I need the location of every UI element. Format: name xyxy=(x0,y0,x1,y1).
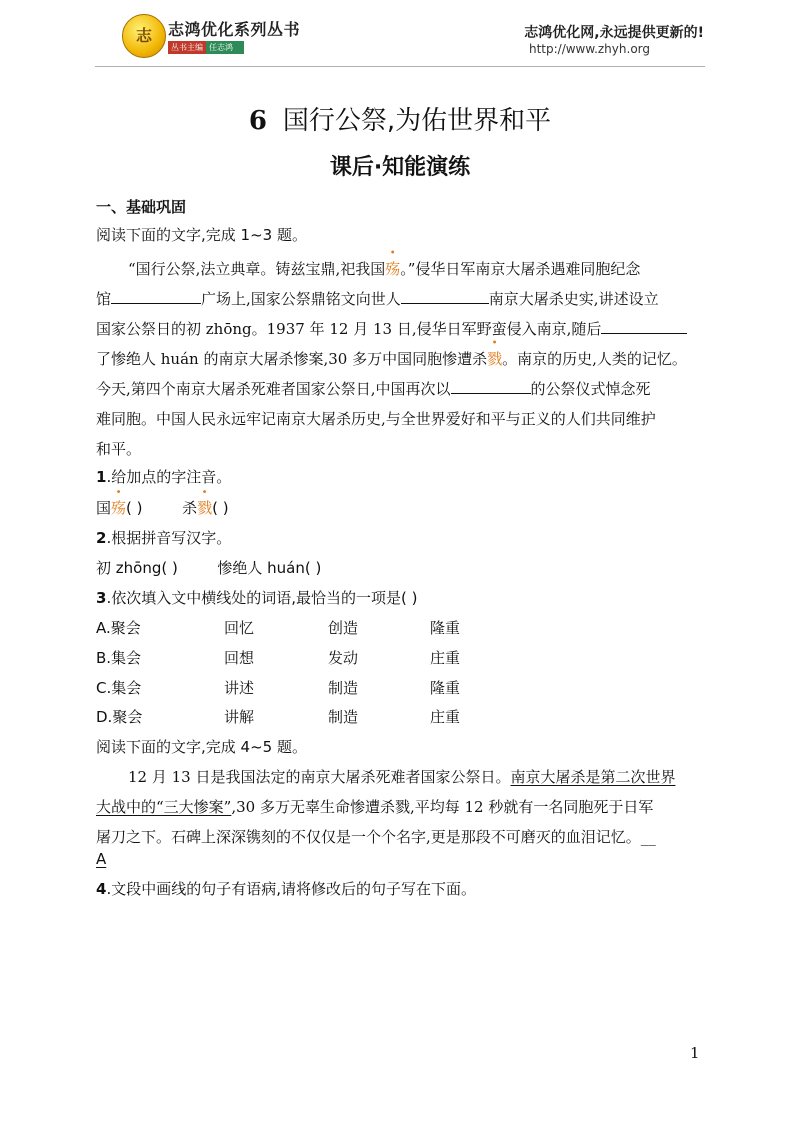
reading-intro: 阅读下面的文字,完成 1~3 题。 xyxy=(96,226,307,244)
passage-line: 屠刀之下。石碑上深深镌刻的不仅仅是一个个名字,更是那段不可磨灭的血泪记忆。__ xyxy=(96,828,656,846)
fill-blank[interactable] xyxy=(451,379,531,394)
lesson-title-text: 国行公祭,为佑世界和平 xyxy=(282,106,552,136)
passage-line: 馆 广场上,国家公祭鼎铭文向世人 南京大屠杀史实,讲述设立 xyxy=(96,290,659,308)
passage-line: 大战中的“三大惨案”,30 多万无辜生命惨遭杀戮,平均每 12 秒就有一名同胞死于日军 xyxy=(96,798,654,816)
fill-blank[interactable] xyxy=(401,289,489,304)
reading-intro: 阅读下面的文字,完成 4~5 题。 xyxy=(96,738,307,756)
site-slogan: 志鸿优化网,永远提供更新的! xyxy=(524,25,704,41)
passage-line: 12 月 13 日是我国法定的南京大屠杀死难者国家公祭日。南京大屠杀是第二次世界 xyxy=(128,768,676,786)
question-1-answers: 国殇( ) 杀戮( ) xyxy=(96,499,229,517)
series-logo: 志 xyxy=(122,14,166,58)
editor-name-badge: 任志鸿 xyxy=(206,41,244,54)
dotted-char: 殇 xyxy=(385,260,401,278)
answer-slot[interactable]: ( ) xyxy=(212,499,229,517)
page-header xyxy=(0,0,800,70)
header-divider xyxy=(95,66,705,67)
answer-slot[interactable]: 初 zhōng( ) xyxy=(96,559,178,577)
dotted-char: 戮 xyxy=(197,499,213,517)
passage-marker: A xyxy=(96,850,107,868)
passage-line: 难同胞。中国人民永远牢记南京大屠杀历史,与全世界爱好和平与正义的人们共同维护 xyxy=(96,410,656,428)
passage-line: “国行公祭,法立典章。铸兹宝鼎,祀我国殇。”侵华日军南京大屠杀遇难同胞纪念 xyxy=(128,260,641,278)
fill-blank[interactable] xyxy=(111,289,201,304)
question-2: 2.根据拼音写汉字。 xyxy=(96,529,232,547)
passage-line: 国家公祭日的初 zhōng。1937 年 12 月 13 日,侵华日军野蛮侵入南京,随后 xyxy=(96,318,687,339)
answer-area[interactable] xyxy=(96,905,706,1025)
fill-blank[interactable] xyxy=(601,319,687,334)
question-4: 4.文段中画线的句子有语病,请将修改后的句子写在下面。 xyxy=(96,880,476,898)
series-title: 志鸿优化系列丛书 xyxy=(168,20,301,39)
page-number: 1 xyxy=(690,1044,700,1062)
section-heading: 一、基础巩固 xyxy=(96,198,187,216)
editor-label-badge: 丛书主编 xyxy=(168,41,209,54)
question-2-answers xyxy=(96,557,321,578)
lesson-number: 6 xyxy=(248,106,267,136)
passage-line: 了惨绝人 huán 的南京大屠杀惨案,30 多万中国同胞惨遭杀戮。南京的历史,人类的记忆。 xyxy=(96,350,687,368)
underlined-sentence: 南京大屠杀是第二次世界 xyxy=(510,768,676,786)
dotted-char: 戮 xyxy=(487,350,503,368)
answer-slot[interactable]: ( ) xyxy=(126,499,143,517)
underlined-sentence: 大战中的“三大惨案” xyxy=(96,798,232,816)
question-1: 1.给加点的字注音。 xyxy=(96,468,232,486)
answer-slot[interactable]: 惨绝人 huán( ) xyxy=(217,559,322,577)
lesson-title xyxy=(0,100,800,137)
question-3: 3.依次填入文中横线处的词语,最恰当的一项是( ) xyxy=(96,589,418,607)
dotted-char: 殇 xyxy=(111,499,127,517)
site-url[interactable]: http://www.zhyh.org xyxy=(528,42,650,56)
section-subtitle: 课后·知能演练 xyxy=(329,155,471,180)
passage-line: 今天,第四个南京大屠杀死难者国家公祭日,中国再次以 的公祭仪式悼念死 xyxy=(96,380,651,398)
passage-line: 和平。 xyxy=(96,440,142,458)
